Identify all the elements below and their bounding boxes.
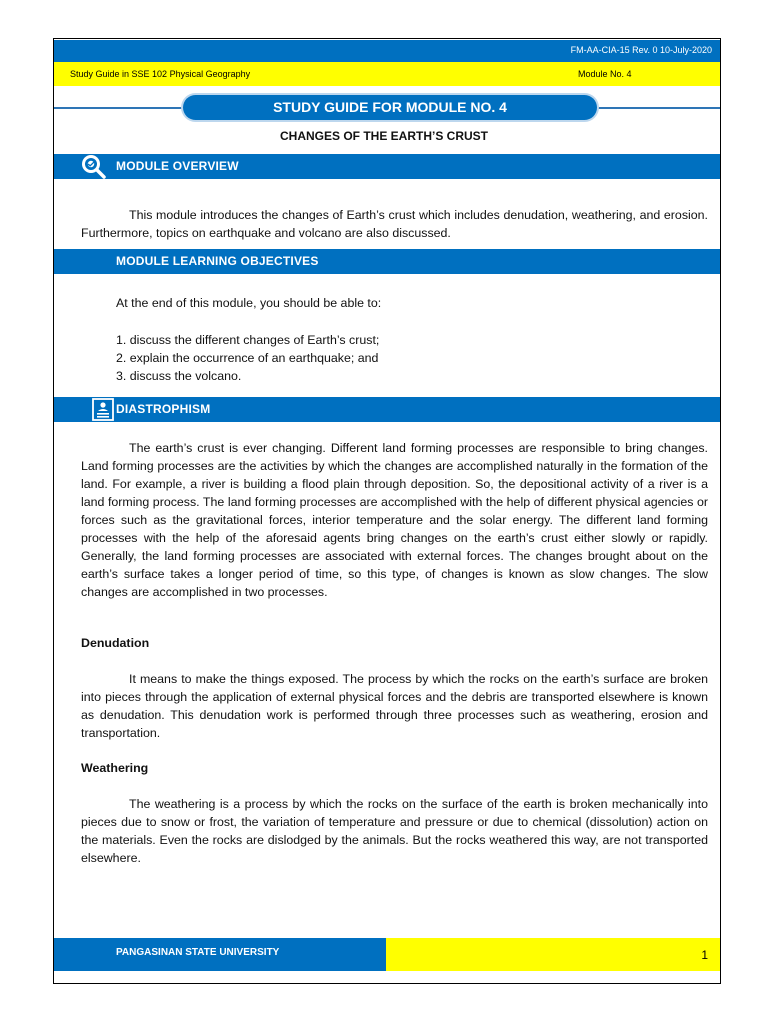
weathering-heading: Weathering [81,761,149,775]
header-yellow-bar [54,62,720,86]
section-bar-overview [54,154,720,179]
objective-item: 3. discuss the volcano. [116,369,242,383]
page-subtitle: CHANGES OF THE EARTH’S CRUST [279,129,488,143]
objectives-intro: At the end of this module, you should be able to: [116,296,382,310]
section-heading-objectives: MODULE LEARNING OBJECTIVES [116,254,319,268]
weathering-text: The weathering is a process by which the rocks on the surface of the earth is broken mechanically into pieces due to snow or frost, the variation of temperature and pressure or due to chemical (dissolution) action on the materials. Even the rocks are dislodged by the animals. But the rocks weathered this way, are not transported elsewhere. [81,797,708,865]
footer-university-bar [54,938,386,971]
form-code: FM-AA-CIA-15 Rev. 0 10-July-2020 [570,45,712,55]
course-title: Study Guide in SSE 102 Physical Geography [70,69,251,79]
diastrophism-text: The earth’s crust is ever changing. Different land forming processes are responsible to bring changes. Land forming processes are the activities by which the changes are accomplished naturally in the formation of the land. For example, a river is building a flood plain through deposition. So, the depositional activity of a river is a land forming process. The land forming processes are accomplished with the help of different physical agencies or forces such as the gravitational forces, interior temperature and the solar energy. The different land forming processes with the help of the aforesaid agents bring changes on the earth’s crust either slowly or rapidly. Generally, the land forming processes are associated with external forces. The changes brought about on the earth’s surface takes a longer period of time, so this type, of changes is known as slow changes. The slow changes are accomplished in two processes. [81,441,708,599]
denudation-heading: Denudation [81,636,150,650]
objective-item: 2. explain the occurrence of an earthquake; and [116,351,379,365]
page-title: STUDY GUIDE FOR MODULE NO. 4 [273,99,507,115]
section-bar-objectives [54,249,720,274]
module-number: Module No. 4 [578,69,632,79]
document-icon [92,398,114,421]
objective-item: 1. discuss the different changes of Earth’s crust; [116,333,380,347]
section-heading-overview: MODULE OVERVIEW [116,159,239,173]
search-icon [80,153,106,179]
denudation-text: It means to make the things exposed. The process by which the rocks on the earth’s surface are broken into pieces through the application of external physical forces and the debris are transported elsewhere is known as denudation. This denudation work is performed through three processes such as weathering, erosion and transportation. [81,672,708,740]
section-bar-diastrophism [54,397,720,422]
overview-text: This module introduces the changes of Earth’s crust which includes denudation, weathering, and erosion. Furthermore, topics on earthquake and volcano are also discussed. [81,208,708,240]
page-number: 1 [701,948,708,962]
section-heading-diastrophism: DIASTROPHISM [116,402,211,416]
footer-page-bar [386,938,720,971]
header-top-bar [54,40,720,62]
university-name: PANGASINAN STATE UNIVERSITY [116,947,280,958]
title-banner [183,95,597,120]
